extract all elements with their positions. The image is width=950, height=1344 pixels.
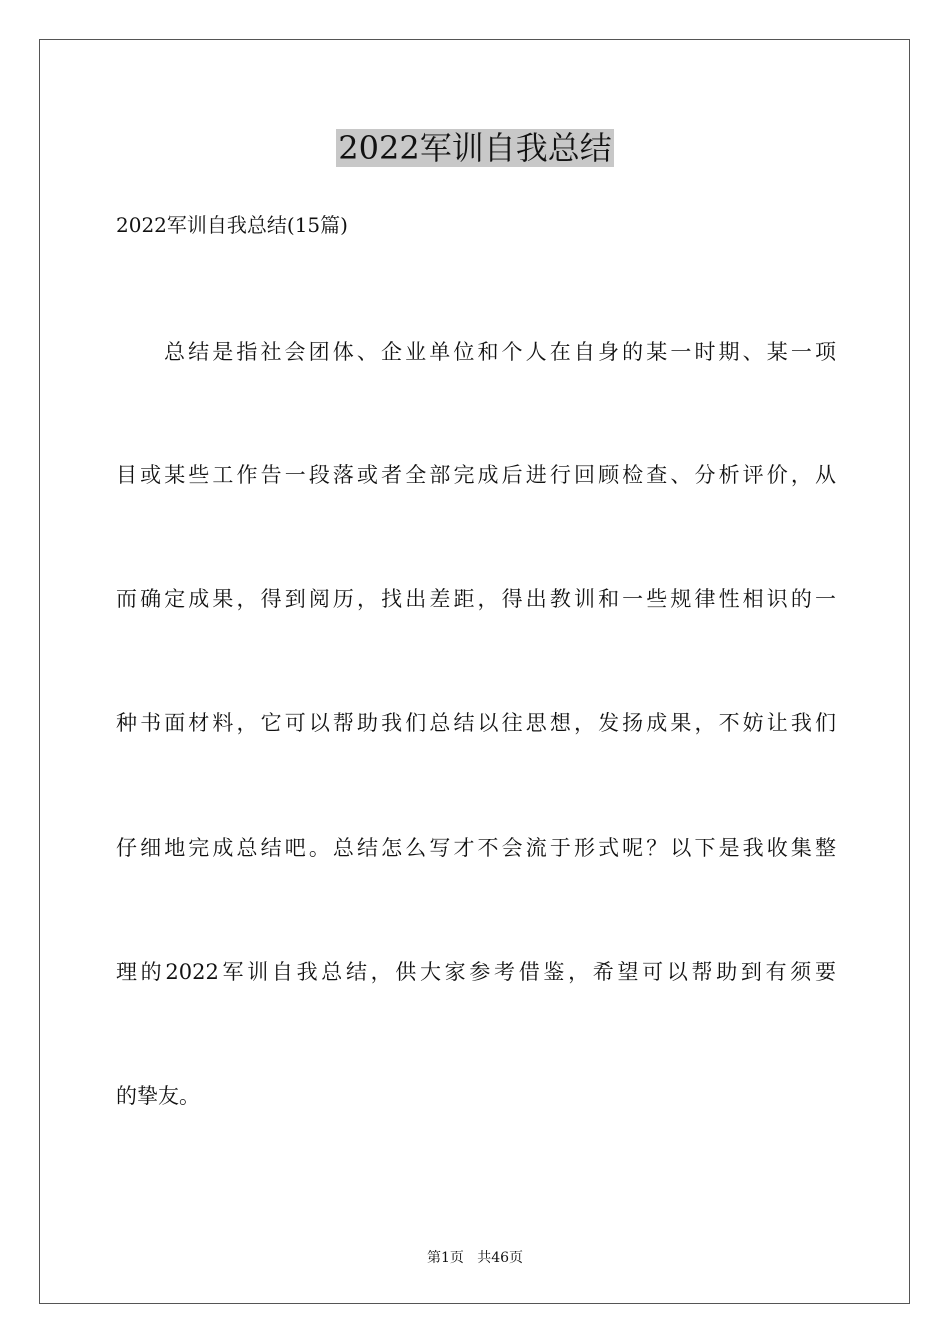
paragraph-line-4: 种书面材料，它可以帮助我们总结以往思想，发扬成果，不妨让我们 [116, 711, 836, 735]
title-text: 2022军训自我总结 [338, 129, 612, 167]
paragraph-line-1: 总结是指社会团体、企业单位和个人在自身的某一时期、某一项 [164, 340, 836, 364]
document-subtitle: 2022军训自我总结(15篇) [116, 213, 348, 237]
document-title [0, 126, 950, 170]
paragraph-line-5: 仔细地完成总结吧。总结怎么写才不会流于形式呢？以下是我收集整 [116, 836, 836, 860]
paragraph-line-2: 目或某些工作告一段落或者全部完成后进行回顾检查、分析评价，从 [116, 463, 836, 487]
paragraph-line-3: 而确定成果，得到阅历，找出差距，得出教训和一些规律性相识的一 [116, 587, 836, 611]
page-number-footer: 第1页 共46页 [426, 1250, 524, 1266]
paragraph-line-7: 的挚友。 [116, 1084, 200, 1108]
paragraph-line-6: 理的2022军训自我总结，供大家参考借鉴，希望可以帮助到有须要 [116, 960, 836, 984]
